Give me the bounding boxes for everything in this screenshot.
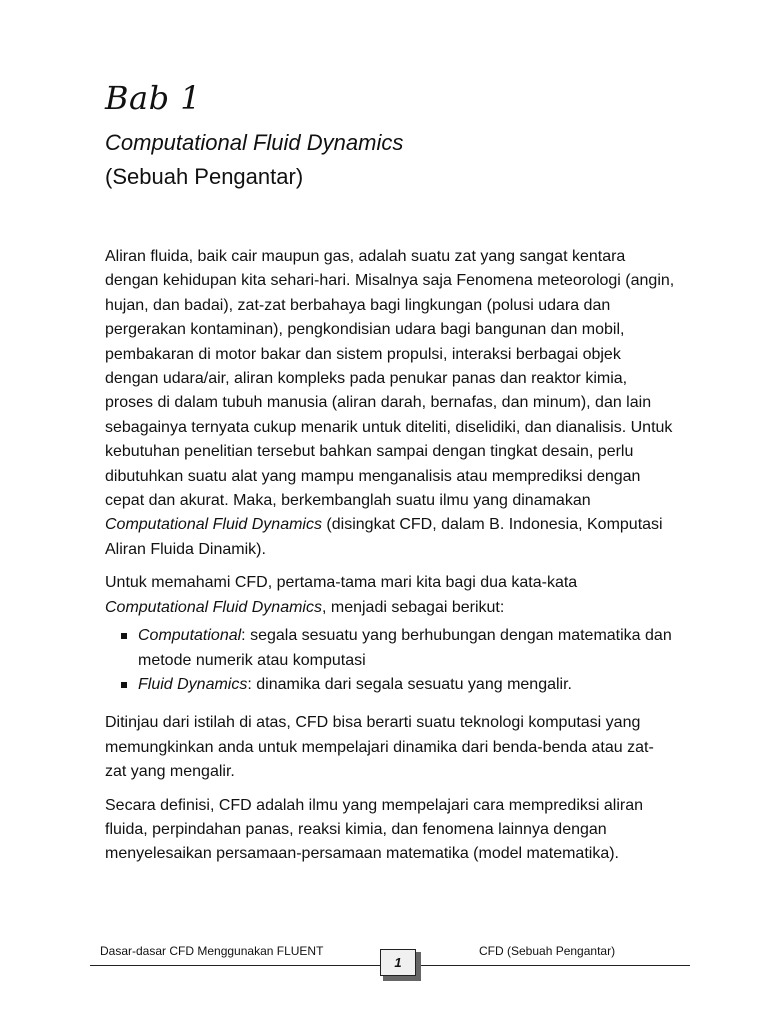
term-bullet-list xyxy=(105,624,675,697)
paragraph-split-tail: , menjadi sebagai berikut: xyxy=(321,598,505,616)
footer-book-title: Dasar-dasar CFD Menggunakan FLUENT xyxy=(100,944,324,958)
footer-chapter-title: CFD (Sebuah Pengantar) xyxy=(479,944,616,958)
paragraph-meaning: Ditinjau dari istilah di atas, CFD bisa berarti suatu teknologi komputasi yang memungkinkan anda untuk mempelajari dinamika dari benda-benda atau zat-zat yang mengalir. xyxy=(105,714,654,781)
paragraph-split-terms xyxy=(105,571,675,620)
list-item xyxy=(105,673,675,697)
chapter-subtitle: (Sebuah Pengantar) xyxy=(105,164,304,189)
bullet-definition: : dinamika dari segala sesuatu yang mengalir. xyxy=(247,675,572,693)
bullet-term: Computational xyxy=(138,627,242,645)
paragraph-intro-text: Aliran fluida, baik cair maupun gas, adalah suatu zat yang sangat kentara dengan kehidupan kita sehari-hari. Misalnya saja Fenomena meteorologi (angin, hujan, dan badai), zat-zat berbahaya bagi lingkungan (polusi udara dan pergerakan kontaminan), pengkondisian udara bagi bangunan dan mobil, pembakaran di motor bakar dan sistem propulsi, interaksi berbagai objek dengan udara/air, aliran kompleks pada penukar panas dan reaktor kimia, proses di dalam tubuh manusia (aliran darah, bernafas, dan minum), dan lain sebagainya ternyata cukup menarik untuk diteliti, diselidiki, dan dianalisis. Untuk kebutuhan penelitian tersebut bahkan sampai dengan tingkat desain, perlu dibutuhkan suatu alat yang mampu menganalisis atau memprediksi dengan cepat dan akurat. Maka, berkembanglah suatu ilmu yang dinamakan xyxy=(105,248,675,510)
paragraph-split-emphasis: Computational Fluid Dynamics xyxy=(105,598,322,616)
chapter-label: Bab 1 xyxy=(105,79,202,117)
bullet-term: Fluid Dynamics xyxy=(138,675,248,693)
page-number-box xyxy=(380,949,416,976)
paragraph-intro xyxy=(105,245,675,562)
square-bullet-icon xyxy=(121,682,127,688)
square-bullet-icon xyxy=(121,633,127,639)
paragraph-intro-emphasis: Computational Fluid Dynamics xyxy=(105,516,322,534)
bullet-definition: : segala sesuatu yang berhubungan dengan matematika dan metode numerik atau komputasi xyxy=(138,627,672,669)
body-text xyxy=(105,245,675,867)
paragraph-definition: Secara definisi, CFD adalah ilmu yang mempelajari cara memprediksi aliran fluida, perpindahan panas, reaksi kimia, dan fenomena lainnya dengan menyelesaikan persamaan-persamaan matematika (model matematika). xyxy=(105,796,643,863)
chapter-title: Computational Fluid Dynamics xyxy=(105,130,404,155)
paragraph-intro-tail: (disingkat CFD, dalam B. Indonesia, Komputasi Aliran Fluida Dinamik). xyxy=(105,516,663,558)
list-item xyxy=(105,624,675,673)
page-number: 1 xyxy=(394,955,402,970)
paragraph-split-text: Untuk memahami CFD, pertama-tama mari kita bagi dua kata-kata xyxy=(105,574,578,592)
